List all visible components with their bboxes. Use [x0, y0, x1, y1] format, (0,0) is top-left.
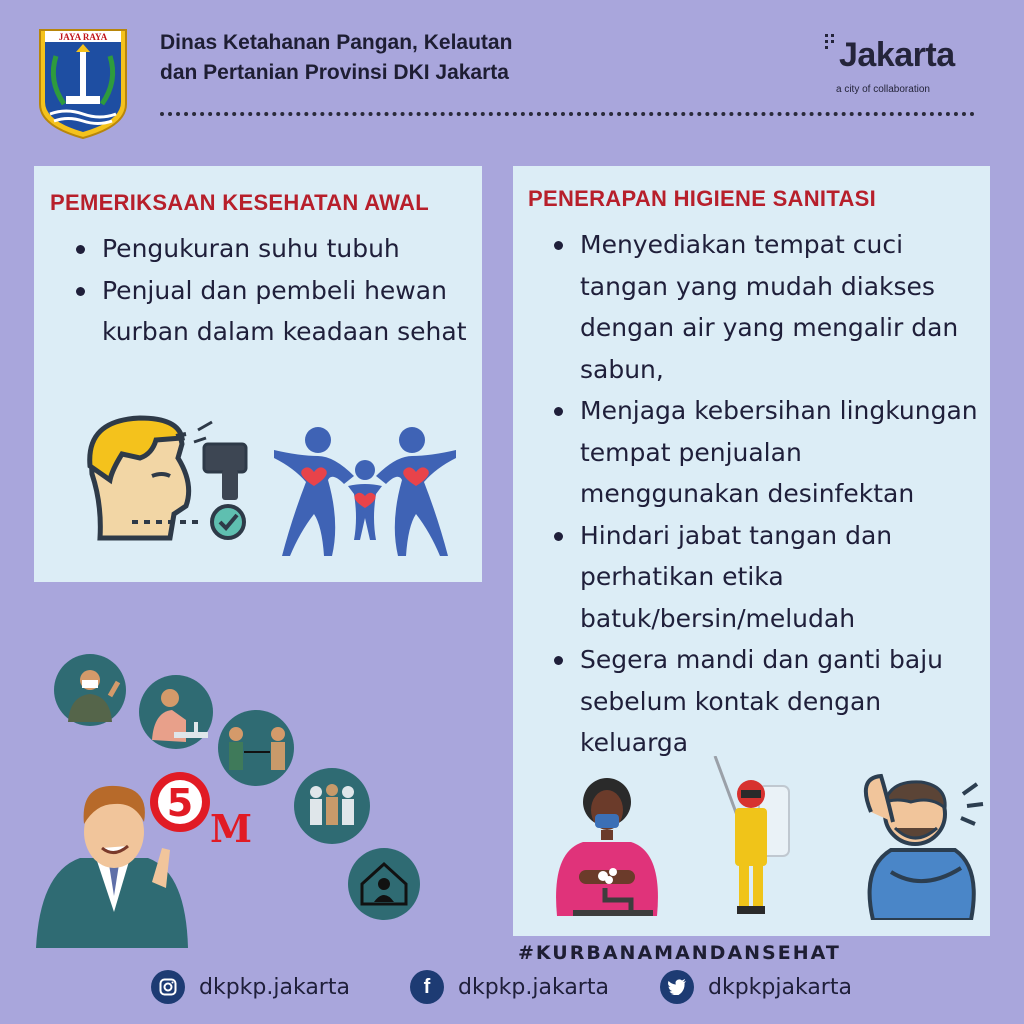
campaign-hashtag: #KURBANAMANDANSEHAT	[518, 942, 841, 964]
handwashing-woman-icon	[543, 776, 671, 916]
agency-title-line1: Dinas Ketahanan Pangan, Kelautan	[160, 31, 513, 54]
list-item: Segera mandi dan ganti baju sebelum kontak dengan keluarga	[548, 639, 988, 764]
initial-health-check-list	[70, 228, 480, 353]
list-item: Menjaga kebersihan lingkungan tempat penjualan menggunakan desinfektan	[548, 390, 988, 515]
5m-badge-letter: M	[210, 806, 253, 851]
jakarta-logo-mark-icon	[822, 32, 840, 72]
jakarta-tagline: a city of collaboration	[836, 84, 930, 95]
hygiene-sanitation-list	[548, 224, 988, 764]
stay-home-icon	[348, 848, 420, 920]
dki-jakarta-emblem-icon	[36, 26, 130, 140]
healthy-family-icon	[270, 422, 460, 558]
5m-badge	[150, 772, 252, 851]
facebook-handle[interactable]	[410, 970, 609, 1004]
jakarta-brand-logo	[822, 30, 982, 100]
5m-badge-number: 5	[166, 781, 194, 825]
initial-health-check-panel	[34, 166, 482, 582]
instagram-handle-text: dkpkp.jakarta	[199, 974, 350, 1000]
initial-health-check-heading: PEMERIKSAAN KESEHATAN AWAL	[50, 190, 429, 215]
keep-distance-icon	[218, 710, 294, 786]
list-item: Menyediakan tempat cuci tangan yang mudah diakses dengan air yang mengalir dan sabun,	[548, 224, 988, 390]
header-divider	[160, 112, 975, 116]
agency-title	[160, 28, 512, 88]
facebook-icon: f	[410, 970, 444, 1004]
twitter-icon	[660, 970, 694, 1004]
hygiene-sanitation-heading: PENERAPAN HIGIENE SANITASI	[528, 186, 877, 211]
list-item: Hindari jabat tangan dan perhatikan etika batuk/bersin/meludah	[548, 515, 988, 640]
instagram-handle[interactable]	[151, 970, 350, 1004]
twitter-handle-text: dkpkpjakarta	[708, 974, 852, 1000]
list-item: Pengukuran suhu tubuh	[70, 228, 480, 270]
temperature-check-icon	[82, 414, 262, 544]
mask-icon	[54, 654, 126, 726]
coughing-etiquette-icon	[851, 772, 987, 920]
disinfectant-sprayer-icon	[703, 756, 793, 916]
instagram-icon	[151, 970, 185, 1004]
list-item: Penjual dan pembeli hewan kurban dalam keadaan sehat	[70, 270, 480, 353]
agency-title-line2: dan Pertanian Provinsi DKI Jakarta	[160, 61, 509, 84]
facebook-handle-text: dkpkp.jakarta	[458, 974, 609, 1000]
hygiene-sanitation-panel	[513, 166, 990, 936]
jakarta-wordmark: Jakarta	[839, 36, 955, 74]
5m-protocol-illustration	[36, 652, 436, 948]
twitter-handle[interactable]	[660, 970, 852, 1004]
emblem-text: JAYA RAYA	[58, 32, 108, 42]
avoid-crowds-icon	[294, 768, 370, 844]
wash-hands-icon	[139, 675, 213, 749]
